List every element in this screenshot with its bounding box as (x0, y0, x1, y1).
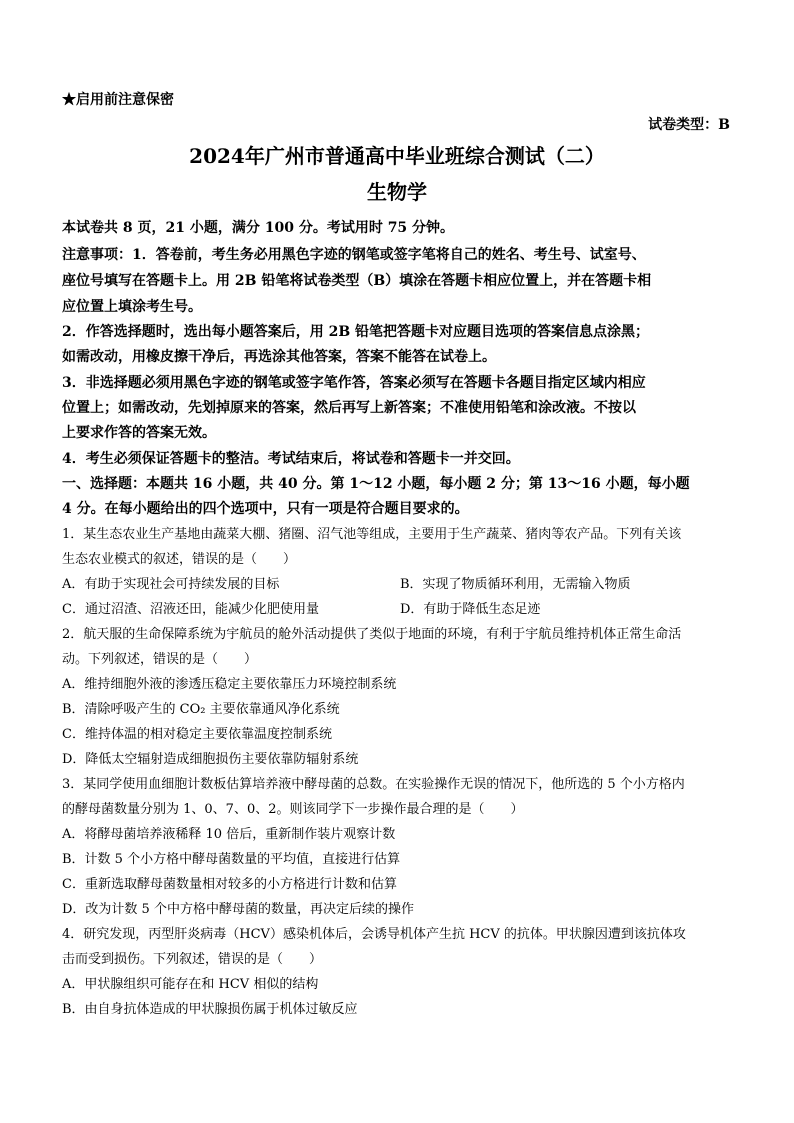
paper-type-label: 试卷类型：B (648, 117, 730, 133)
instruction-line: 座位号填写在答题卡上。用 2B 铅笔将试卷类型（B）填涂在答题卡相应位置上，并在答题卡相 (62, 273, 652, 289)
question-stem: 2．航天服的生命保障系统为宇航员的舱外活动提供了类似于地面的环境，有利于宇航员维持机体正常生命活 (62, 627, 682, 642)
section-heading: 一、选择题：本题共 16 小题，共 40 分。第 1～12 小题，每小题 2 分；第 13～16 小题，每小题 (62, 476, 690, 492)
option-a: A．甲状腺组织可能存在和 HCV 相似的结构 (62, 977, 319, 992)
instruction-line: 应位置上填涂考生号。 (62, 299, 202, 315)
instruction-line: 2．作答选择题时，选出每小题答案后，用 2B 铅笔把答题卡对应题目选项的答案信息点涂黑； (62, 324, 650, 340)
instruction-line: 位置上；如需改动，先划掉原来的答案，然后再写上新答案；不准使用铅笔和涂改液。不按以 (62, 400, 636, 416)
option-b: B．由自身抗体造成的甲状腺损伤属于机体过敏反应 (62, 1002, 358, 1017)
section-heading: 4 分。在每小题给出的四个选项中，只有一项是符合题目要求的。 (62, 501, 469, 517)
option-b: B．计数 5 个小方格中酵母菌数量的平均值，直接进行估算 (62, 852, 401, 867)
option-a: A．有助于实现社会可持续发展的目标 (62, 577, 280, 592)
option-c: C．维持体温的相对稳定主要依靠温度控制系统 (62, 727, 332, 742)
exam-title: 2024年广州市普通高中毕业班综合测试（二） (189, 144, 605, 168)
option-b: B．清除呼吸产生的 CO₂ 主要依靠通风净化系统 (62, 702, 340, 717)
question-stem: 3．某同学使用血细胞计数板估算培养液中酵母菌的总数。在实验操作无误的情况下，他所选的 5 个小方格内 (62, 777, 685, 792)
question-stem: 4．研究发现，丙型肝炎病毒（HCV）感染机体后，会诱导机体产生抗 HCV 的抗体。甲状腺因遭到该抗体攻 (62, 927, 686, 942)
option-c: C．重新选取酵母菌数量相对较多的小方格进行计数和估算 (62, 877, 397, 892)
instruction-line: 上要求作答的答案无效。 (62, 425, 216, 441)
option-a: A．维持细胞外液的渗透压稳定主要依靠压力环境控制系统 (62, 677, 397, 692)
question-stem: 1．某生态农业生产基地由蔬菜大棚、猪圈、沼气池等组成，主要用于生产蔬菜、猪肉等农产品。下列有关该 (62, 527, 682, 542)
question-stem: 击而受到损伤。下列叙述，错误的是（ ） (62, 952, 323, 967)
instruction-line: 本试卷共 8 页，21 小题，满分 100 分。考试用时 75 分钟。 (62, 220, 455, 236)
subject-title: 生物学 (367, 180, 427, 204)
option-d: D．有助于降低生态足迹 (400, 602, 541, 617)
question-stem: 动。下列叙述，错误的是（ ） (62, 652, 258, 667)
instruction-line: 3．非选择题必须用黑色字迹的钢笔或签字笔作答，答案必须写在答题卡各题目指定区域内相应 (62, 375, 646, 391)
option-a: A．将酵母菌培养液稀释 10 倍后，重新制作装片观察计数 (62, 827, 396, 842)
instruction-line: 如需改动，用橡皮擦干净后，再选涂其他答案，答案不能答在试卷上。 (62, 349, 496, 365)
option-b: B．实现了物质循环利用，无需输入物质 (400, 577, 631, 592)
option-d: D．改为计数 5 个中方格中酵母菌的数量，再决定后续的操作 (62, 902, 414, 917)
option-d: D．降低太空辐射造成细胞损伤主要依靠防辐射系统 (62, 752, 359, 767)
instruction-line: 注意事项：1．答卷前，考生务必用黑色字迹的钢笔或签字笔将自己的姓名、考生号、试室号、 (62, 247, 646, 263)
question-stem: 生态农业模式的叙述，错误的是（ ） (62, 552, 297, 567)
question-stem: 的酵母菌数量分别为 1、0、7、0、2。则该同学下一步操作最合理的是（ ） (62, 802, 524, 817)
option-c: C．通过沼渣、沼液还田，能减少化肥使用量 (62, 602, 319, 617)
instruction-line: 4．考生必须保证答题卡的整洁。考试结束后，将试卷和答题卡一并交回。 (62, 451, 520, 467)
confidential-label: ★启用前注意保密 (62, 92, 174, 108)
